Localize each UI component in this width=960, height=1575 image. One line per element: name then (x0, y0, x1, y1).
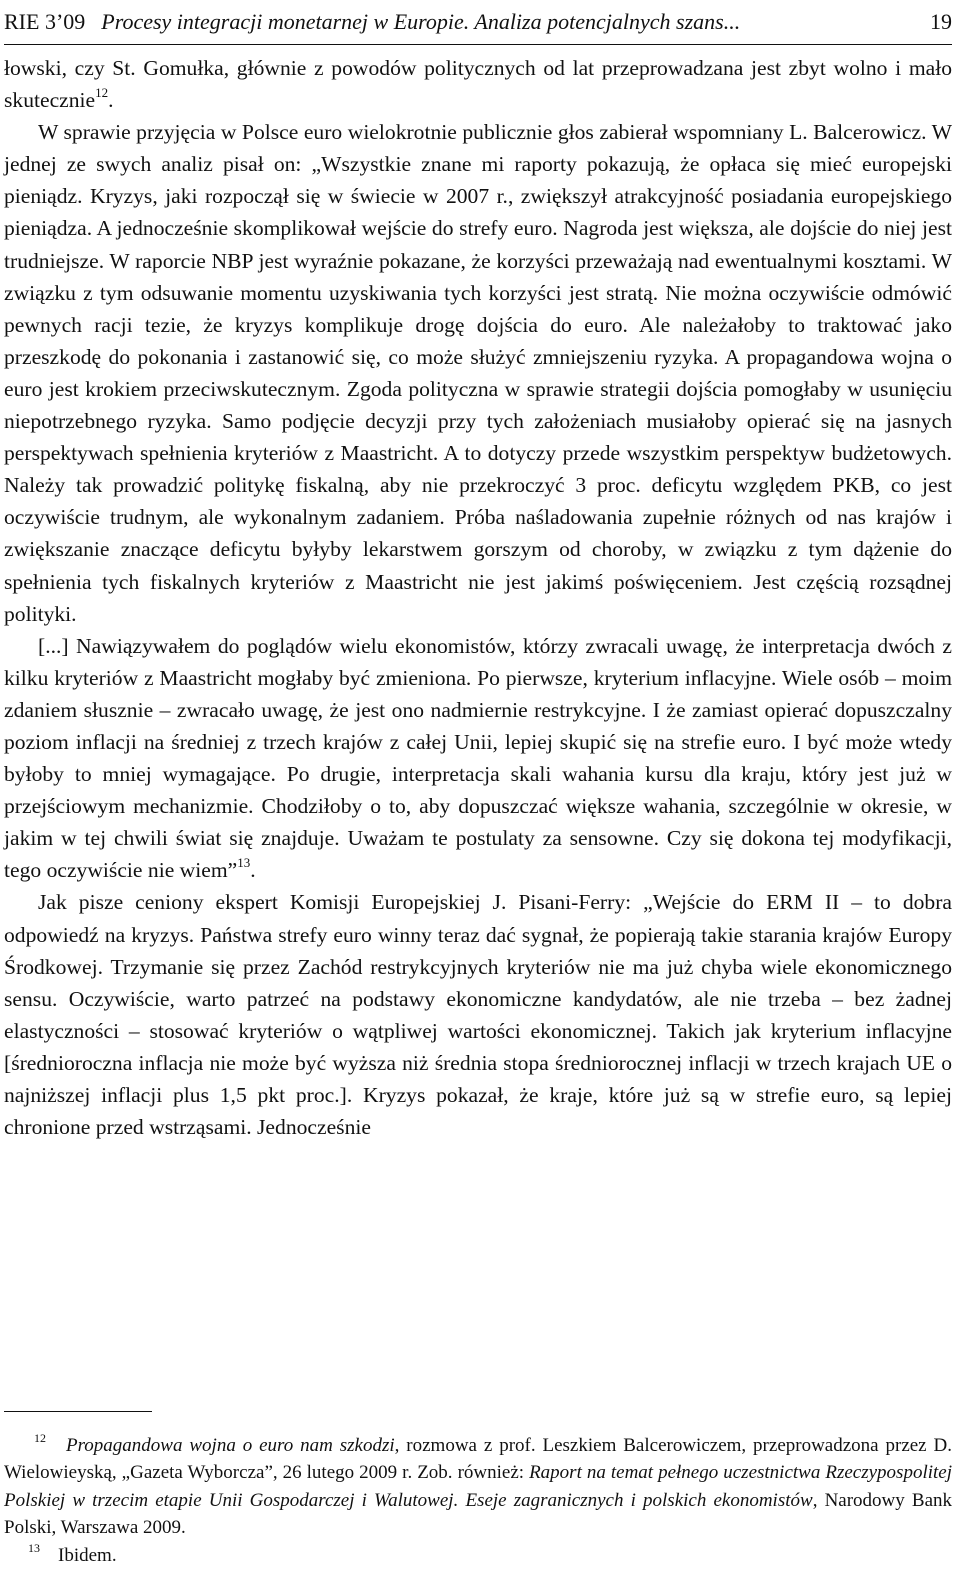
paragraph (4, 630, 952, 887)
main-text (4, 52, 952, 1143)
footnote-separator (4, 1411, 152, 1412)
paragraph-end: . (250, 858, 256, 883)
footnote-number: 12 (34, 1431, 46, 1445)
footnote-ref[interactable]: 13 (237, 855, 251, 871)
paragraph-text: łowski, czy St. Gomułka, głównie z powodów politycznych od lat przeprowadzana jest zbyt wolno i mało skutecznie (4, 56, 952, 113)
paragraph: W sprawie przyjęcia w Polsce euro wielokrotnie publicznie głos zabierał wspomniany L. Balcerowicz. W jednej ze swych analiz pisał on: „Wszystkie znane mi raporty pokazują, że opłaca się mieć europejski pieniądz. Kryzys, jaki rozpoczął się w świecie w 2007 r., zwiększył atrakcyjność posiadania europejskiego pieniądza. A jednocześnie skomplikował wejście do strefy euro. Nagroda jest większa, ale dojście do niej jest trudniejsze. W raporcie NBP jest wyraźnie pokazane, że korzyści przeważają nad ewentualnymi kosztami. W związku z tym odsuwanie momentu uzyskiwania tych korzyści jest stratą. Nie można oczywiście odmówić pewnych racji tezie, że kryzys komplikuje drogę dojścia do euro. Ale należałoby to traktować jako przeszkodę do pokonania i zastanowić się, co może służyć zmniejszeniu ryzyka. A propagandowa wojna o euro jest krokiem przeciwskutecznym. Zgoda polityczna w sprawie strategii dojścia pomogłaby w usunięciu niepotrzebnego ryzyka. Samo podjęcie decyzji przy tych założeniach musiałoby opierać się na jasnych perspektywach spełnienia kryteriów z Maastricht. A to dotyczy przede wszystkim perspektyw budżetowych. Należy tak prowadzić politykę fiskalną, aby nie przekroczyć 3 proc. deficytu względem PKB, co jest oczywiście trudnym, ale wykonalnym zadaniem. Próba naśladowania zupełnie różnych od nas krajów i zwiększanie znaczące deficytu byłyby lekarstwem gorszym od choroby, w związku z tym dążenie do spełnienia tych fiskalnych kryteriów z Maastricht nie jest jakimś poświęceniem. Jest częścią rozsądnej polityki. (4, 120, 952, 626)
journal-issue: RIE 3’09 (4, 9, 86, 34)
footnote-text: Ibidem. (58, 1544, 117, 1566)
paragraph-end: . (108, 88, 114, 113)
page-number: 19 (930, 9, 952, 34)
footnote-text: , rozmowa z prof. Leszkiem Balcerowiczem, przeprowadzona przez D. Wielowieyską, „Gazeta Wyborcza”, 26 lutego 2009 r. Zob. również: (4, 1435, 952, 1484)
footnote-number: 13 (28, 1540, 40, 1555)
article-title: Procesy integracji monetarnej w Europie. Analiza potencjalnych szans... (101, 9, 741, 34)
footnote-cited-title: Propagandowa wojna o euro nam szkodzi (66, 1435, 395, 1456)
paragraph: Jak pisze ceniony ekspert Komisji Europejskiej J. Pisani-Ferry: „Wejście do ERM II – to dobra odpowiedź na kryzys. Państwa strefy euro winny teraz dać sygnał, że popierają takie starania krajów Europy Środkowej. Trzymanie się przez Zachód restrykcyjnych kryteriów nie ma już chyba wiele ekonomicznego sensu. Oczywiście, warto patrzeć na podstawy ekonomiczne kandydatów, ale nie trzeba – bez żadnej elastyczności – stosować kryteriów o wątpliwej wartości ekonomicznej. Takich jak kryterium inflacyjne [średnioroczna inflacja nie może być wyższa niż średnia stopa średniorocznej inflacji w trzech krajach UE o najniższej inflacji plus 1,5 pkt proc.]. Kryzys pokazał, że kraje, które już są w strefie euro, są lepiej chronione przed wstrząsami. Jednocześnie (4, 890, 952, 1140)
footnotes (4, 1432, 952, 1569)
running-header (4, 0, 952, 44)
paragraph-text: [...] Nawiązywałem do poglądów wielu ekonomistów, którzy zwracali uwagę, że interpretacja dwóch z kilku kryteriów z Maastricht mogłaby być zmieniona. Po pierwsze, kryterium inflacyjne. Wiele osób – moim zdaniem słusznie – zwracało uwagę, że jest ono nadmiernie restrykcyjne. I że zamiast opierać dopuszczalny poziom inflacji na średniej z trzech krajów z całej Unii, lepiej skupić się na strefie euro. I być może wtedy byłoby to mniej wymagające. Po drugie, interpretacja skali wahania kursu dla kraju, który jest już w przejściowym mechanizmie. Chodziłoby o to, aby dopuszczać większe wahania, szczególnie w okresie, w jakim w tej chwili świat się znajduje. Uważam te postulaty za sensowne. Czy się dokona tej modyfikacji, tego oczywiście nie wiem” (4, 633, 952, 883)
footnote-12 (4, 1432, 952, 1542)
footnote-13 (4, 1542, 952, 1569)
footnote-ref[interactable]: 12 (95, 85, 109, 101)
paragraph (4, 52, 952, 116)
footnote-cited-report: Raport na temat pełnego uczestnictwa Rzeczypospolitej Polskiej w trzecim etapie Unii Gospodarczej i Walutowej. Eseje zagranicznych i polskich ekonomistów (4, 1462, 952, 1511)
footnote-text: , Narodowy Bank Polski, Warszawa 2009. (4, 1489, 953, 1539)
header-rule (4, 44, 952, 45)
